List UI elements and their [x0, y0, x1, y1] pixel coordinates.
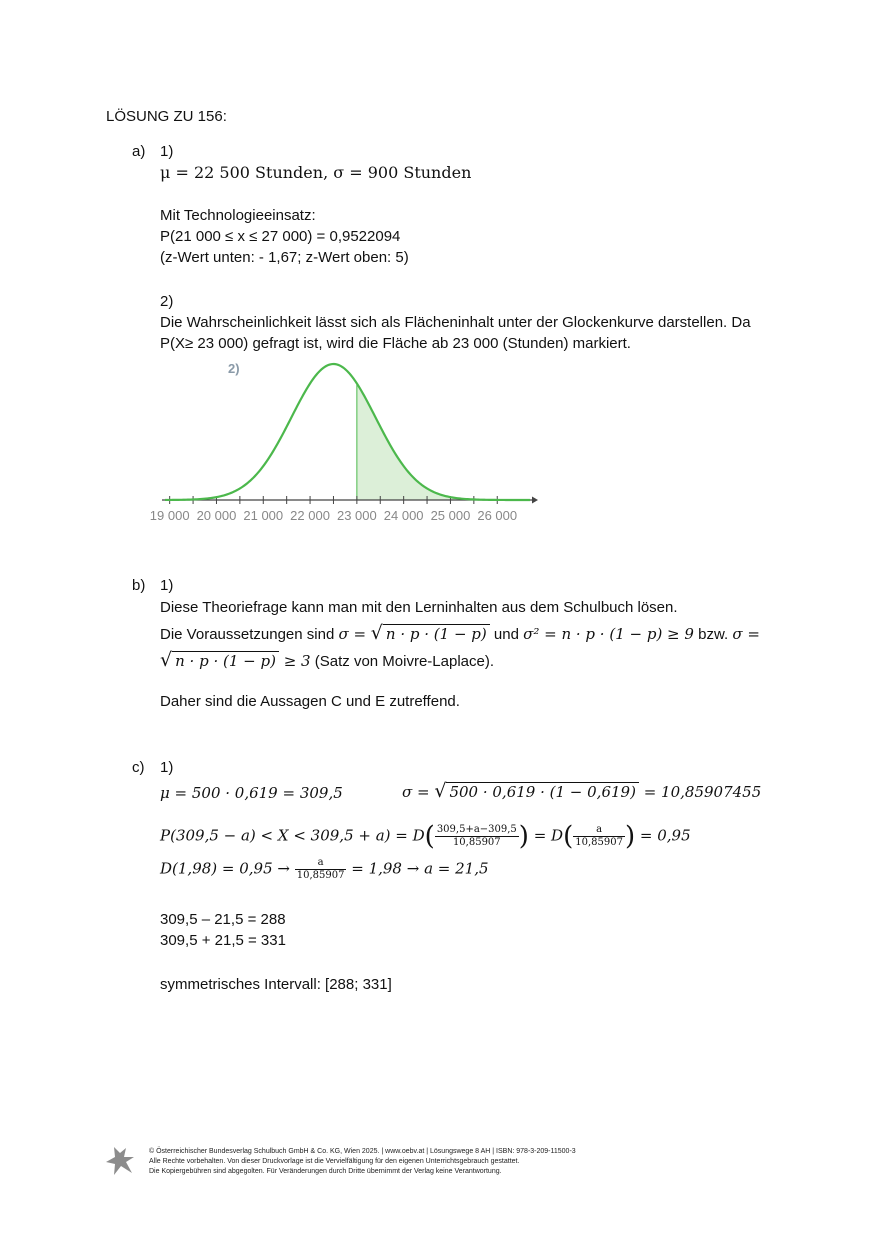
- lower-bound-calc: 309,5 – 21,5 = 288: [160, 911, 286, 928]
- sigma-equals-2: σ =: [732, 625, 760, 643]
- x-tick-label: 19 000: [149, 508, 190, 523]
- conditions-line-1: [160, 622, 760, 644]
- paren-open: (: [424, 821, 435, 852]
- sqrt-sign: √: [370, 622, 383, 644]
- x-tick-label: 26 000: [477, 508, 518, 523]
- figure-label: 2): [228, 361, 240, 376]
- ge-three: ≥ 3: [278, 652, 311, 670]
- sigma-equals: σ =: [338, 625, 371, 643]
- paren-close: ): [518, 821, 529, 852]
- x-tick-label: 25 000: [430, 508, 471, 523]
- a-result: = 1,98 → a = 21,5: [346, 859, 489, 878]
- fraction-2-denominator: 10,85907: [575, 837, 623, 848]
- paren-close-2: ): [624, 821, 636, 852]
- conditions-line-2: [160, 649, 494, 671]
- fraction-2-numerator: a: [573, 824, 625, 837]
- sqrt-sign-3: √: [434, 780, 447, 802]
- probability-equation: [160, 821, 691, 852]
- sigma-result: = 10,85907455: [638, 783, 762, 801]
- equals-d: = D: [528, 826, 564, 845]
- moivre-laplace: (Satz von Moivre-Laplace).: [310, 653, 494, 670]
- bell-curve: [165, 364, 530, 500]
- page-title: LÖSUNG ZU 156:: [106, 108, 227, 125]
- sigma-sqrt-expression: 500 · 0,619 · (1 − 0,619): [446, 782, 638, 801]
- fraction-3-numerator: a: [295, 857, 347, 870]
- fraction-3-denominator: 10,85907: [296, 870, 345, 881]
- x-tick-label: 23 000: [336, 508, 377, 523]
- paren-open-2: (: [563, 821, 574, 852]
- section-b-part1-number: 1): [160, 577, 174, 594]
- footer-copyright: © Österreichischer Bundesverlag Schulbuch GmbH & Co. KG, Wien 2025. | www.oebv.at | Lösungswege 8 AH | ISBN: 978-3-209-11500-3: [149, 1148, 576, 1155]
- x-tick-label: 22 000: [290, 508, 330, 523]
- sigma-prefix: σ =: [402, 783, 435, 801]
- section-b-label: b): [132, 577, 146, 594]
- explanation-line-1: Die Wahrscheinlichkeit lässt sich als Flächeninhalt unter der Glockenkurve darstellen. Da: [160, 314, 751, 331]
- theory-line: Diese Theoriefrage kann man mit den Lerninhalten aus dem Schulbuch lösen.: [160, 599, 678, 616]
- fraction-3: [295, 857, 347, 882]
- section-c-part1-number: 1): [160, 759, 174, 776]
- fraction-2: [573, 824, 625, 849]
- probability-result: P(21 000 ≤ x ≤ 27 000) = 0,9522094: [160, 228, 401, 245]
- conclusion-line: Daher sind die Aussagen C und E zutreffend.: [160, 693, 460, 710]
- sigma-calculation: [402, 780, 761, 802]
- mu-calculation: μ = 500 · 0,619 = 309,5: [160, 784, 343, 802]
- footer-rights: Alle Rechte vorbehalten. Von dieser Druckvorlage ist die Vervielfältigung für den eigenen Unterrichtsgebrauch gestattet.: [149, 1158, 520, 1165]
- sqrt-expression: n · p · (1 − p): [383, 624, 490, 643]
- sigma-squared-condition: σ² = n · p · (1 − p) ≥ 9: [523, 625, 694, 643]
- conditions-prefix: Die Voraussetzungen sind: [160, 626, 339, 643]
- footer-disclaimer: Die Kopiergebühren sind abgegolten. Für Veränderungen durch Dritte übernimmt der Verlag keine Verantwortung.: [149, 1168, 502, 1175]
- z-values-line: (z-Wert unten: - 1,67; z-Wert oben: 5): [160, 249, 409, 266]
- technology-label: Mit Technologieeinsatz:: [160, 207, 316, 224]
- x-tick-label: 21 000: [243, 508, 284, 523]
- conditions-and: und: [489, 626, 524, 643]
- probability-lhs: P(309,5 − a) < X < 309,5 + a) = D: [160, 826, 425, 845]
- section-c-label: c): [132, 759, 145, 776]
- section-a-part2-number: 2): [160, 293, 174, 310]
- x-tick-label: 24 000: [383, 508, 424, 523]
- x-tick-label: 20 000: [196, 508, 237, 523]
- shaded-area: [357, 383, 530, 500]
- explanation-line-2: P(X≥ 23 000) gefragt ist, wird die Fläche ab 23 000 (Stunden) markiert.: [160, 335, 631, 352]
- fraction-1-denominator: 10,85907: [452, 837, 501, 848]
- section-a-part1-number: 1): [160, 143, 174, 160]
- sqrt-expression-2: n · p · (1 − p): [172, 651, 279, 670]
- d-lhs: D(1,98) = 0,95 →: [160, 859, 295, 878]
- upper-bound-calc: 309,5 + 21,5 = 331: [160, 932, 286, 949]
- x-axis-arrow: [532, 497, 538, 504]
- section-a-label: a): [132, 143, 146, 160]
- probability-value: = 0,95: [635, 826, 691, 845]
- symmetric-interval: symmetrisches Intervall: [288; 331]: [160, 976, 392, 993]
- sqrt-sign-2: √: [160, 649, 173, 671]
- fraction-1: [435, 824, 519, 849]
- d-equation: [160, 857, 489, 882]
- mu-sigma-line: μ = 22 500 Stunden, σ = 900 Stunden: [160, 163, 472, 182]
- publisher-logo-icon: [104, 1145, 136, 1177]
- normal-distribution-chart: [149, 358, 545, 528]
- fraction-1-numerator: 309,5+a−309,5: [436, 824, 517, 835]
- conditions-bzw: bzw.: [693, 626, 733, 643]
